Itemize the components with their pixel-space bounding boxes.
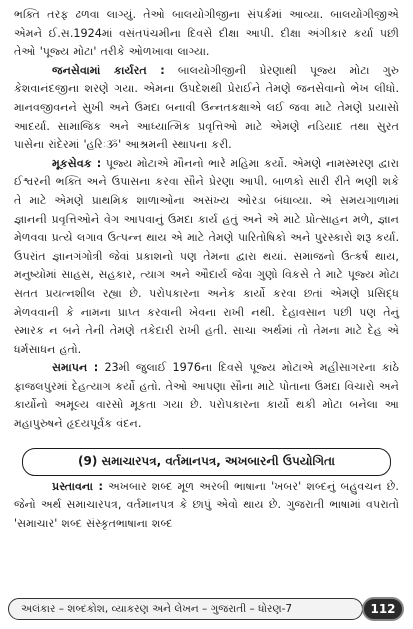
text-public-service: બાલયોગીજીની પ્રેરણાથી પૂજ્ય મોટા ગુરુ કેશવાનંદજીના શરણે ગયા. એમના ઉપદેશથી પ્રેરાઈને તેમણે જનસેવાનો ભેખ લીધો. માનવજીવનને સુખી અને ઉમદા બનાવી ઉન્નતકક્ષાએ લઈ જવા માટે તેમણે પ્રયાસો આદર્યા. સામાજિક અને આધ્યાત્મિક પ્રવૃત્તિઓ માટે એમણે નડિયાદ તથા સુરત પાસેના રાંદેરમાં 'હરિઃૐ' આશ્રમની સ્થાપના કરી. — [14, 63, 399, 152]
footer-text: અલંકાર – શબ્દકોશ, વ્યાકરણ અને લેખન – ગુજરાતી – ધોરણ-7 — [21, 602, 293, 615]
text-silent-servant: પૂજ્ય મોટાએ મૌનનો ભારે મહિમા કર્યો. એમણે નામસ્મરણ દ્વારા ઈશ્વરની ભક્તિ અને ઉપાસના કરવા સૌને પ્રેરણા આપી. બાળકો સારી રીતે ભણી શકે તે માટે એમણે પ્રાથમિક શાળાઓના અસંખ્ય ઓરડા બંધાવ્યા. એ સમયગાળામાં જ્ઞાનની પ્રવૃત્તિઓને વેગ આપવાનું ઉમદા કાર્ય હતું અને એ માટે પ્રોત્સાહન મળે, જ્ઞાન મેળવવા પ્રત્યે લગાવ ઉત્પન્ન થાય એ માટે તેમણે પારિતોષિકો અને પુરસ્કારો શરૂ કર્યા. ઉપરાંત જ્ઞાનગંગોત્રી જેવાં પ્રકાશનો પણ તેમના દ્વારા થયાં. સમાજનો ઉત્કર્ષ થાય, મનુષ્યોમાં સાહસ, સહકાર, ત્યાગ અને ઔદાર્ય જેવા ગુણો વિકસે તે માટે પૂજ્ય મોટા સતત પ્રયત્નશીલ રહ્યા છે. પરોપકારના અનેક કાર્યો કરવા છતાં એમણે પ્રસિદ્ધ મેળવવાની કે નામના પ્રાપ્ત કરવાની ખેવના રાખી નથી. દેહાવસાન પછી પણ તેનું સ્મારક ન બને તેની તેમણે તકેદારી રાખી હતી. સાચા અર્થમાં તો તેમના માટે દેહ એ ધર્મસાધન હતો. — [14, 156, 399, 356]
term-public-service: જનસેવામાં કાર્યરત : — [52, 63, 165, 77]
paragraph-preface — [14, 478, 399, 534]
text-preface: અખબાર શબ્દ મૂળ અરબી ભાષાના 'ખબર' શબ્દનું બહુવચન છે. જેનો અર્થ સમાચારપત્ર, વર્તમાનપત્ર કે છાપું એવો થાય છે. ગુજરાતી ભાષામાં વપરાતો 'સમાચાર' શબ્દ સંસ્કૃતભાષાના શબ્દ — [14, 479, 399, 530]
paragraph-intro: ભક્તિ તરફ ઢળવા લાગ્યું. તેઓ બાલયોગીજીના સંપર્કમાં આવ્યા. બાલયોગીજીએ એમને ઈ.સ.1924માં વસંતપંચમીના દિવસે દીક્ષા આપી. દીક્ષા અંગીકાર કર્યા પછી તેઓ 'પૂજ્ય મોટા' તરીકે ઓળખાવા લાગ્યા. — [14, 8, 399, 59]
section-heading: (9) સમાચારપત્ર, વર્તમાનપત્ર, અખબારની ઉપયોગિતા — [22, 448, 391, 476]
term-conclusion: સમાપન : — [52, 361, 99, 375]
term-silent-servant: મૂકસેવક : — [52, 156, 102, 170]
paragraph-conclusion — [14, 359, 399, 433]
paragraph-silent-servant — [14, 155, 399, 360]
paragraph-public-service — [14, 62, 399, 155]
footer-bar — [8, 598, 363, 620]
text-conclusion: 23મી જુલાઈ 1976ના દિવસે પૂજ્ય મોટાએ મહીસાગરના કાંઠે ફાજલપુરમાં દેહત્યાગ કર્યો હતો. તેઓ આપણા સૌના માટે પોતાના ઉમદા વિચારો અને કાર્યોનો અમૂલ્ય વારસો મૂકતા ગયા છે. પરોપકારના કાર્યો થકી મોટા બનેલા આ મહાપુરુષને હૃદયપૂર્વક વંદન. — [14, 361, 399, 431]
term-preface: પ્રસ્તાવના : — [52, 479, 103, 493]
page-number-badge: 112 — [362, 597, 404, 621]
